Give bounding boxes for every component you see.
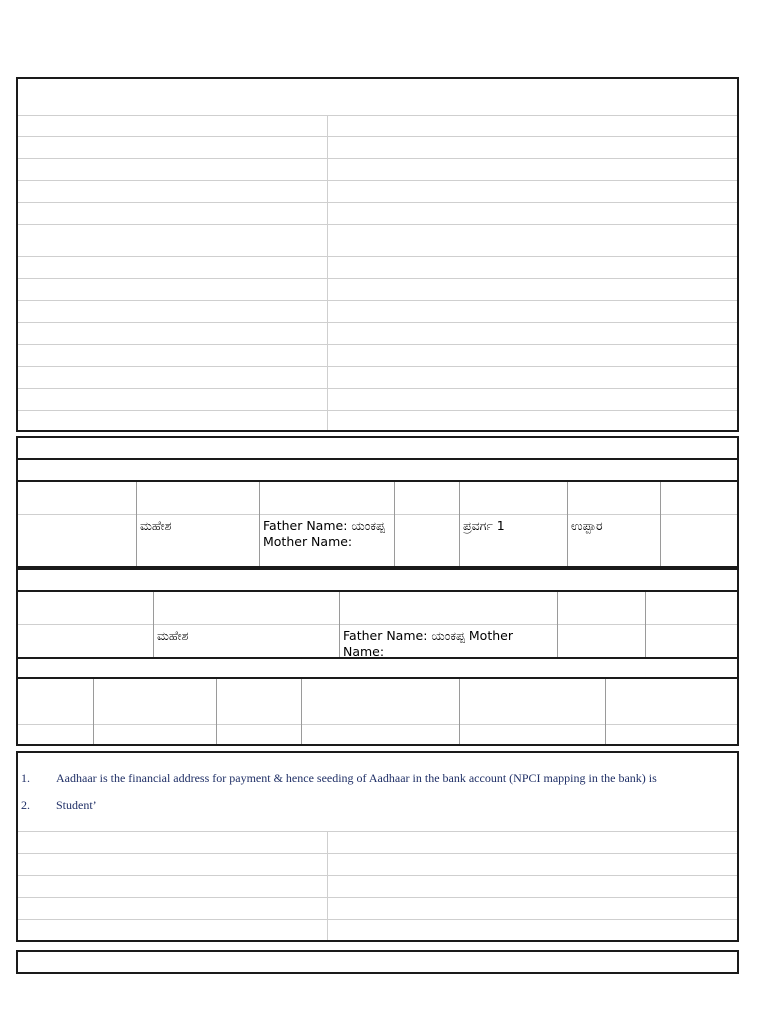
section-3-title-bar [16,568,739,592]
note-2-text: Student’ [56,798,97,812]
row-divider [18,136,737,137]
column-divider [327,115,328,430]
section-1-header [18,79,737,115]
column-divider [301,679,302,744]
row-divider [18,388,737,389]
column-divider [459,679,460,744]
section-4-title-bar [16,657,739,679]
column-divider [605,679,606,744]
column-divider [327,831,328,940]
row-divider [18,322,737,323]
student-name-cell: ಮಹೇಶ [140,518,172,533]
note-2-number: 2. [21,798,30,812]
column-divider [567,482,568,566]
row-divider [18,158,737,159]
row-divider [18,224,737,225]
row-divider [18,514,737,515]
section-2-subtitle-bar [16,458,739,482]
column-divider [93,679,94,744]
row-divider [18,300,737,301]
row-divider [18,724,737,725]
column-divider [660,482,661,566]
section-4-table [16,677,739,746]
section-2-title-bar [16,436,739,460]
row-divider [18,853,737,854]
row-divider [18,919,737,920]
note-1-text: Aadhaar is the financial address for payment & hence seeding of Aadhaar in the bank account (NPCI mapping in the bank) is [56,771,657,785]
parents-name-cell: Father Name: ಯಂಕಪ್ಪ Mother Name: [343,628,513,659]
section-3-table [16,590,739,659]
column-divider [153,592,154,657]
column-divider [259,482,260,566]
caste-cell: ಉಪ್ಪಾರ [571,518,603,533]
row-divider [18,624,737,625]
student-name-cell: ಮಹೇಶ [157,628,189,643]
row-divider [18,180,737,181]
row-divider [18,875,737,876]
section-1-table [16,77,739,432]
row-divider [18,256,737,257]
column-divider [459,482,460,566]
column-divider [394,482,395,566]
note-1-number: 1. [21,771,30,785]
row-divider [18,202,737,203]
row-divider [18,115,737,116]
column-divider [339,592,340,657]
section-2-table [16,480,739,568]
row-divider [18,366,737,367]
column-divider [136,482,137,566]
column-divider [216,679,217,744]
row-divider [18,897,737,898]
parents-name-cell: Father Name: ಯಂಕಪ್ಪ Mother Name: [263,518,385,549]
row-divider [18,410,737,411]
category-cell: ಪ್ರವರ್ಗ 1 [463,518,505,533]
section-6-bar [16,950,739,974]
column-divider [645,592,646,657]
row-divider [18,278,737,279]
row-divider [18,344,737,345]
column-divider [557,592,558,657]
row-divider [18,831,737,832]
section-5-table [16,751,739,942]
